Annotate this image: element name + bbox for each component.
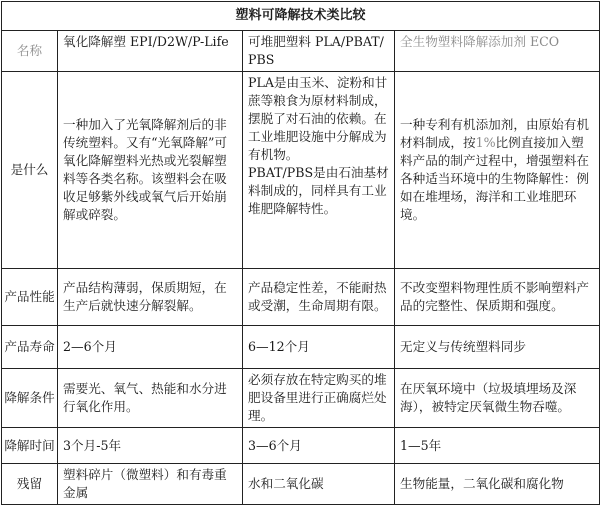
cell-residue-additive: 生物能量，二氧化碳和腐化物 [395,464,600,505]
cell-life-compostable: 6—12个月 [243,326,395,369]
cell-cond-additive: 在厌氧环境中（垃圾填埋场及深海），被特定厌氧微生物吞噬。 [395,369,600,428]
corner-header: 名称 [2,31,58,72]
cell-time-compostable: 3—6个月 [243,428,395,464]
row-label-residue: 残留 [2,464,58,505]
row-label-conditions: 降解条件 [2,369,58,428]
cell-what-additive-post: 比例直接加入塑料产品的制产过程中，增强塑料在各种适当环境中的生物降解性：例如在堆埋场，海洋和工业堆肥环境。 [400,135,589,222]
header-row [2,31,600,72]
table-row-lifespan [2,326,600,369]
cell-perf-oxo: 产品结构薄弱，保质期短，在生产后就快速分解裂解。 [58,269,243,326]
cell-residue-oxo: 塑料碎片（微塑料）和有毒重金属 [58,464,243,505]
table-row-performance [2,269,600,326]
title-row [2,2,600,31]
cell-what-additive [395,72,600,269]
table-row-time [2,428,600,464]
cell-what-compostable [243,72,395,269]
table-title: 塑料可降解技术类比较 [2,2,600,31]
comparison-table [1,1,600,505]
cell-what-additive-pre: 一种专利有机添加剂，由原始有机材料制成，按 [400,117,589,150]
cell-what-compostable-pbat: PBAT/PBS是由石油基材料制成的，同样具有工业堆肥降解特性。 [248,165,389,216]
cell-residue-compostable: 水和二氧化碳 [243,464,395,505]
row-label-performance: 产品性能 [2,269,58,326]
cell-time-additive: 1—5年 [395,428,600,464]
row-label-lifespan: 产品寿命 [2,326,58,369]
table-row-what [2,72,600,269]
cell-what-additive-ratio: 1% [475,135,496,150]
cell-cond-compostable: 必须存放在特定购买的堆肥设备里进行正确腐烂处理。 [243,369,395,428]
header-oxo-degradable: 氧化降解塑 EPI/D2W/P-Life [58,31,243,72]
row-label-what: 是什么 [2,72,58,269]
header-bio-additive: 全生物塑料降解添加剂 ECO [395,31,600,72]
cell-life-oxo: 2—6个月 [58,326,243,369]
table-row-residue [2,464,600,505]
cell-cond-oxo: 需要光、氧气、热能和水分进行氧化作用。 [58,369,243,428]
row-label-time: 降解时间 [2,428,58,464]
cell-what-compostable-pla: PLA是由玉米、淀粉和甘蔗等粮食为原材料制成，摆脱了对石油的依赖。在工业堆肥设施中分解成为有机物。 [248,75,388,162]
cell-time-oxo: 3个月-5年 [58,428,243,464]
cell-perf-additive: 不改变塑料物理性质不影响塑料产品的完整性、保质期和强度。 [395,269,600,326]
header-compostable: 可堆肥塑料 PLA/PBAT/PBS [243,31,395,72]
table-row-conditions [2,369,600,428]
cell-what-oxo: 一种加入了光氧降解剂后的非传统塑料。又有“光氧降解”可氧化降解塑料光热或光裂解塑料等各类名称。该塑料会在吸收足够紫外线或氧气后开始崩解或碎裂。 [58,72,243,269]
cell-life-additive: 无定义与传统塑料同步 [395,326,600,369]
cell-perf-compostable: 产品稳定性差，不能耐热或受潮，生命周期有限。 [243,269,395,326]
